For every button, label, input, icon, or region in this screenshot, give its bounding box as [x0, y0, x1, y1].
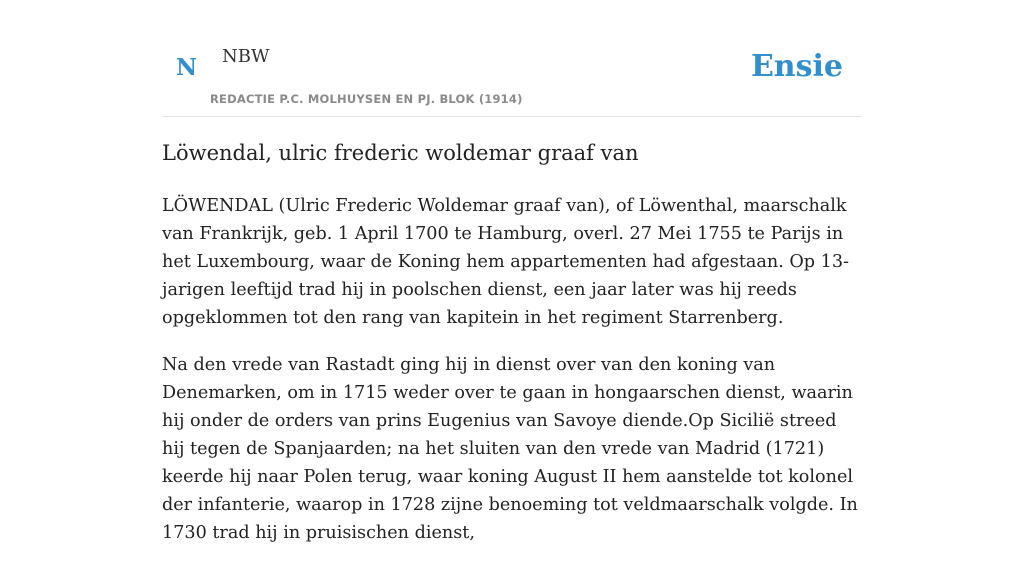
source-logo-icon: N — [176, 54, 198, 81]
article-paragraph: Na den vrede van Rastadt ging hij in dienst over van den koning van Denemarken, om in 1715 weder over te gaan in hongaarschen dienst, waarin hij onder de orders van prins Eugenius van Savoye diende.Op Sicilië streed hij tegen de Spanjaarden; na het sluiten van den vrede van Madrid (1721) keerde hij naar Polen terug, waar koning August II hem aanstelde tot kolonel der infanterie, waarop in 1728 zijne benoeming tot veldmaarschalk volgde. In 1730 trad hij in pruisischen dienst, — [162, 355, 858, 543]
article-paragraph: LÖWENDAL (Ulric Frederic Woldemar graaf van), of Löwenthal, maarschalk van Frankrijk, geb. 1 April 1700 te Hamburg, overl. 27 Mei 1755 te Parijs in het Luxembourg, waar de Koning hem appartementen had afgestaan. Op 13-jarigen leeftijd trad hij in poolschen dienst, een jaar later was hij reeds opgeklommen tot den rang van kapitein in het regiment Starrenberg. — [162, 196, 849, 328]
source-subtitle: REDACTIE P.C. MOLHUYSEN EN PJ. BLOK (1914) — [210, 92, 523, 106]
header — [162, 0, 862, 117]
page — [162, 0, 862, 543]
source-abbreviation[interactable]: NBW — [222, 46, 270, 67]
article-body — [162, 192, 862, 566]
ensie-logo-link[interactable]: Ensie — [750, 49, 843, 84]
article-title: Löwendal, ulric frederic woldemar graaf van — [162, 141, 639, 165]
